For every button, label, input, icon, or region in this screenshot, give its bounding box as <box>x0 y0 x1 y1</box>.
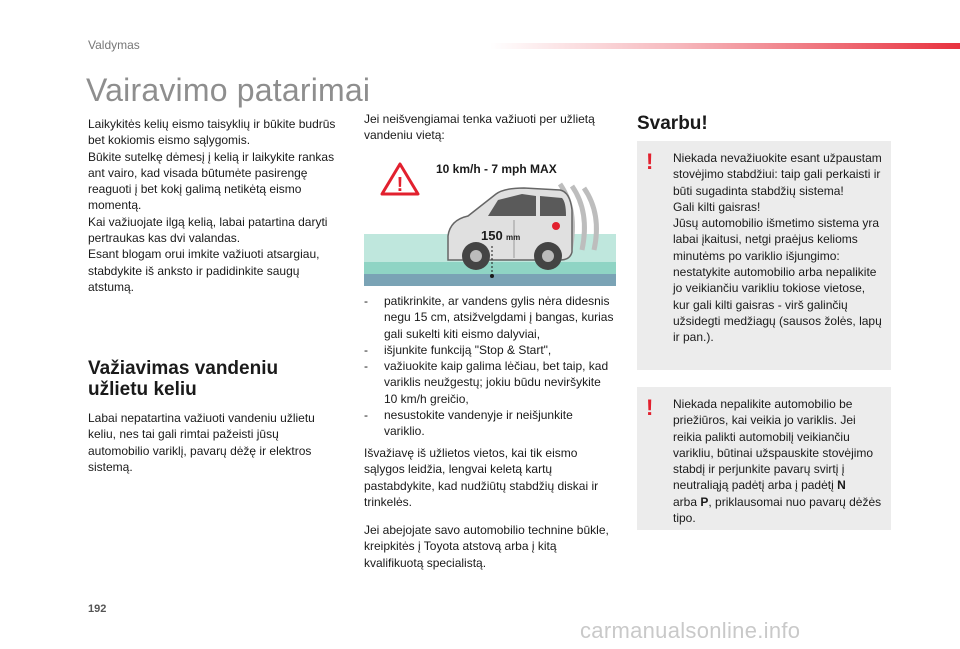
list-dash: - <box>364 342 368 357</box>
list-dash: - <box>364 294 368 308</box>
warning-text <box>673 396 885 526</box>
exclamation-icon: ! <box>646 395 654 420</box>
warning-box-parking-brake <box>637 141 891 370</box>
warning-text-part: arba <box>673 494 701 509</box>
paragraph: Laikykitės kelių eismo taisyklių ir būkite budrūs bet kokiomis eismo sąlygomis. <box>88 117 336 148</box>
gear-p-label: P <box>700 494 709 509</box>
list-item <box>364 342 616 358</box>
warning-line: Jūsų automobilio išmetimo sistema yra labai įkaitusi, netgi praėjus kelioms minutėms po variklio išjungimo: nestatykite automobilio arba nepalikite jo veikiančiu varikliu tokiose vietose, kur gali kilti gaisras - virš galinčių užsidegti medžiagų (sausos žolės, lapų ir pan.). <box>673 216 882 345</box>
list-dash: - <box>364 408 368 423</box>
section-heading-flooded-road <box>88 358 338 400</box>
list-item-text: išjunkite funkciją "Stop & Start", <box>384 342 552 357</box>
list-dash: - <box>364 359 368 374</box>
flooded-intro-text: Jei neišvengiamai tenka važiuoti per užlietą vandeniu vietą: <box>364 112 595 143</box>
page-title: Vairavimo patarimai <box>86 72 371 108</box>
header-accent-bar <box>490 43 960 49</box>
paragraph: Jei abejojate savo automobilio technine būkle, kreipkitės į Toyota atstovą arba į kitą kvalifikuotą specialistą. <box>364 523 609 570</box>
instruction-list <box>364 293 616 440</box>
list-item-text: nesustokite vandenyje ir neišjunkite variklio. <box>384 408 573 439</box>
paragraph: Būkite sutelkę dėmesį į kelią ir laikykite rankas ant vairo, kad visada būtumėte pasirengę reaguoti į bet kokį galimą netikėtą eismo momentą. <box>88 149 335 213</box>
list-item-text: važiuokite kaip galima lėčiau, bet taip, kad variklis neužgestų; jokiu būdu neviršykite 10 km/h greičio, <box>384 359 609 406</box>
warning-symbol: ! <box>396 174 404 196</box>
list-item-text: patikrinkite, ar vandens gylis nėra didesnis negu 15 cm, atsižvelgdami į bangas, kurias gali sukelti kiti eismo dalyviai, <box>384 294 614 341</box>
heading-line: užlietu keliu <box>88 379 197 400</box>
flooded-road-text: Labai nepatartina važiuoti vandeniu užlietu keliu, nes tai gali rimtai pažeisti jūsų automobilio variklį, pavarų dėžę ir elektros sistemą. <box>88 411 315 474</box>
warning-box-engine-running <box>637 387 891 530</box>
section-label: Valdymas <box>88 38 140 52</box>
warning-text-part: Niekada nepalikite automobilio be priežiūros, kai veikia jo variklis. Jei reikia palikti automobilį veikiančiu varikliu, būtinai užspauskite stovėjimo stabdį ir perjunkite pavarų svirtį į neutraliąją padėtį arba į padėtį <box>673 397 874 493</box>
paragraph: Kai važiuojate ilgą kelią, labai patartina daryti pertraukas kas dvi valandas. <box>88 214 328 246</box>
exclamation-icon: ! <box>646 149 654 174</box>
page-number: 192 <box>88 603 107 615</box>
warning-text <box>673 150 885 346</box>
car-in-water-illustration <box>364 150 616 286</box>
after-flooding-text <box>364 433 614 583</box>
depth-value: 150 <box>481 228 503 243</box>
warning-line: Niekada nevažiuokite esant užpaustam stovėjimo stabdžiui: taip gali perkaisti ir būti sugadinta stabdžių sistema! <box>673 151 882 198</box>
important-heading: Svarbu! <box>637 113 708 134</box>
flooded-road-illustration <box>364 150 616 286</box>
speed-limit-label: 10 km/h - 7 mph MAX <box>436 162 557 176</box>
list-item <box>364 358 616 407</box>
warning-text-part: , priklausomai nuo pavarų dėžės tipo. <box>673 494 882 526</box>
gear-n-label: N <box>837 478 846 493</box>
road-surface <box>364 274 616 286</box>
watermark: carmanualsonline.info <box>580 618 801 643</box>
warning-line: Gali kilti gaisras! <box>673 199 761 214</box>
water-level <box>364 262 616 274</box>
heading-line: Važiavimas vandeniu <box>88 358 279 379</box>
intro-text <box>88 116 336 295</box>
paragraph: Išvažiavę iš užlietos vietos, kai tik eismo sąlygos leidžia, lengvai keletą kartų pastabdykite, kad nudžiūtų stabdžių diskai ir trinkelės. <box>364 446 599 509</box>
list-item <box>364 293 616 342</box>
depth-unit: mm <box>506 233 521 242</box>
paragraph: Esant blogam orui imkite važiuoti atsargiau, stabdykite iš anksto ir padidinkite saugų atstumą. <box>88 247 320 294</box>
